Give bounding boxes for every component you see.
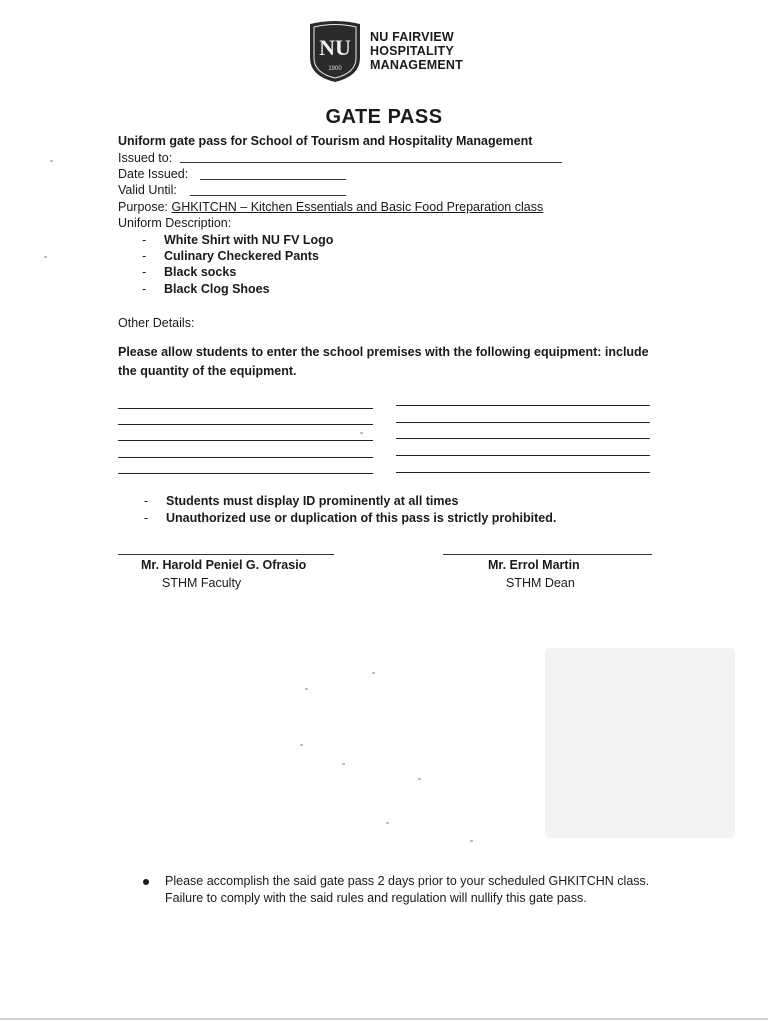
equipment-line[interactable]	[118, 408, 373, 409]
equipment-line[interactable]	[118, 457, 373, 458]
scan-speck	[372, 672, 375, 674]
equipment-line[interactable]	[396, 422, 650, 423]
equipment-line[interactable]	[396, 455, 650, 456]
rule-item: Unauthorized use or duplication of this pass is strictly prohibited.	[166, 511, 557, 525]
document-subtitle: Uniform gate pass for School of Tourism and Hospitality Management	[118, 134, 533, 148]
dean-role: STHM Dean	[506, 576, 575, 590]
logo-year: 1900	[328, 66, 342, 72]
scan-speck	[386, 822, 389, 824]
document-title: GATE PASS	[325, 106, 443, 128]
uniform-item: Culinary Checkered Pants	[164, 249, 319, 263]
bullet-icon	[143, 879, 149, 885]
scan-speck	[300, 744, 303, 746]
equipment-line[interactable]	[396, 405, 650, 406]
faculty-name: Mr. Harold Peniel G. Ofrasio	[141, 558, 307, 572]
nu-shield-logo	[306, 18, 364, 84]
uniform-item: Black Clog Shoes	[164, 282, 270, 296]
purpose-row	[118, 200, 543, 214]
faculty-role: STHM Faculty	[162, 576, 242, 590]
rule-item: Students must display ID prominently at all times	[166, 494, 459, 508]
uniform-item: White Shirt with NU FV Logo	[164, 233, 334, 247]
list-dash: -	[142, 282, 147, 296]
date-issued-field[interactable]	[200, 179, 346, 180]
logo-monogram: NU	[319, 35, 351, 60]
list-dash: -	[142, 249, 147, 263]
footer-note-line-1: Please accomplish the said gate pass 2 days prior to your scheduled GHKITCHN class.	[165, 874, 650, 888]
equipment-instruction-line-1: Please allow students to enter the school premises with the following equipment: include	[118, 345, 649, 359]
list-dash: -	[142, 233, 147, 247]
uniform-item: Black socks	[164, 265, 237, 279]
scan-speck	[418, 778, 421, 780]
list-dash: -	[144, 494, 149, 508]
page-bottom-edge	[0, 1018, 768, 1020]
header	[306, 18, 506, 84]
scan-speck	[470, 840, 473, 842]
equipment-instruction-line-2: the quantity of the equipment.	[118, 364, 297, 378]
scan-speck	[360, 432, 363, 434]
equipment-line[interactable]	[118, 440, 373, 441]
scan-speck	[50, 160, 53, 162]
uniform-description-label: Uniform Description:	[118, 216, 232, 230]
scan-speck	[305, 688, 308, 690]
purpose-value: GHKITCHN – Kitchen Essentials and Basic Food Preparation class	[171, 200, 544, 214]
valid-until-label: Valid Until:	[118, 183, 177, 197]
dean-signature-line[interactable]	[443, 554, 652, 555]
issued-to-field[interactable]	[180, 162, 562, 163]
equipment-line[interactable]	[396, 438, 650, 439]
org-line-2: HOSPITALITY	[370, 44, 454, 58]
scan-smudge	[545, 648, 735, 838]
purpose-label: Purpose:	[118, 200, 169, 214]
scan-speck	[44, 256, 47, 258]
org-line-3: MANAGEMENT	[370, 58, 463, 72]
issued-to-label: Issued to:	[118, 151, 173, 165]
dean-name: Mr. Errol Martin	[488, 558, 580, 572]
organization-name	[370, 30, 463, 72]
footer-note-line-2: Failure to comply with the said rules and regulation will nullify this gate pass.	[165, 891, 587, 905]
faculty-signature-line[interactable]	[118, 554, 334, 555]
valid-until-field[interactable]	[190, 195, 346, 196]
equipment-line[interactable]	[396, 472, 650, 473]
other-details-label: Other Details:	[118, 316, 195, 330]
date-issued-label: Date Issued:	[118, 167, 189, 181]
org-line-1: NU FAIRVIEW	[370, 30, 454, 44]
list-dash: -	[142, 265, 147, 279]
equipment-line[interactable]	[118, 473, 373, 474]
list-dash: -	[144, 511, 149, 525]
equipment-line[interactable]	[118, 424, 373, 425]
scan-speck	[342, 763, 345, 765]
